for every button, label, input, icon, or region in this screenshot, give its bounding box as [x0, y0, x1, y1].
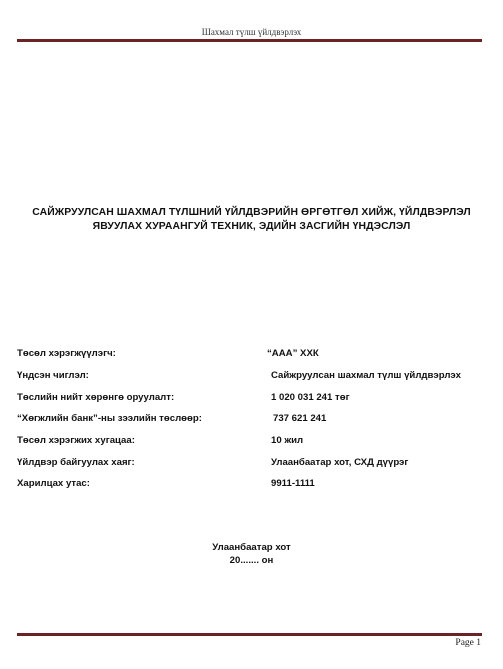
info-label: Харилцах утас:	[17, 478, 90, 489]
info-value: 737 621 241	[273, 413, 327, 424]
info-row-main-direction	[17, 369, 483, 383]
info-row-total-investment	[17, 391, 483, 405]
info-value: “ААА” ХХК	[267, 348, 319, 359]
info-value: 10 жил	[271, 435, 304, 446]
info-label: Төслийн нийт хөрөнгө оруулалт:	[17, 392, 175, 403]
info-row-duration	[17, 434, 483, 448]
info-value: 9911-1111	[271, 478, 315, 489]
info-value: 1 020 031 241 төг	[271, 392, 350, 403]
info-value: Сайжруулсан шахмал түлш үйлдвэрлэх	[271, 370, 461, 381]
info-row-phone	[17, 477, 483, 491]
title-line-2: ЯВУУЛАХ ХУРААНГУЙ ТЕХНИК, ЭДИЙН ЗАСГИЙН ҮНДЭСЛЭЛ	[92, 221, 411, 232]
info-label: Төсөл хэрэгжүүлэгч:	[17, 348, 116, 359]
page-number: Page 1	[455, 638, 481, 648]
title-line-1: САЙЖРУУЛСАН ШАХМАЛ ТҮЛШНИЙ ҮЙЛДВЭРИЙН ӨРГӨТГӨЛ ХИЙЖ, ҮЙЛДВЭРЛЭЛ	[32, 207, 471, 218]
info-label: Төсөл хэрэгжих хугацаа:	[17, 435, 135, 446]
info-row-implementer	[17, 347, 483, 361]
footer-rule	[17, 633, 482, 636]
footer-year: 20....... он	[229, 555, 274, 566]
info-label: “Хөгжлийн банк”-ны зээлийн төслөөр:	[17, 413, 202, 424]
info-row-bank-loan	[17, 412, 483, 426]
info-label: Үндсэн чиглэл:	[17, 370, 89, 381]
footer-city: Улаанбаатар хот	[212, 542, 291, 553]
info-label: Үйлдвэр байгуулах хаяг:	[17, 457, 135, 468]
header-rule	[17, 39, 482, 42]
info-row-address	[17, 456, 483, 470]
document-title	[20, 206, 483, 234]
running-header: Шахмал түлш үйлдвэрлэх	[201, 27, 302, 37]
info-value: Улаанбаатар хот, СХД дүүрэг	[271, 457, 409, 468]
